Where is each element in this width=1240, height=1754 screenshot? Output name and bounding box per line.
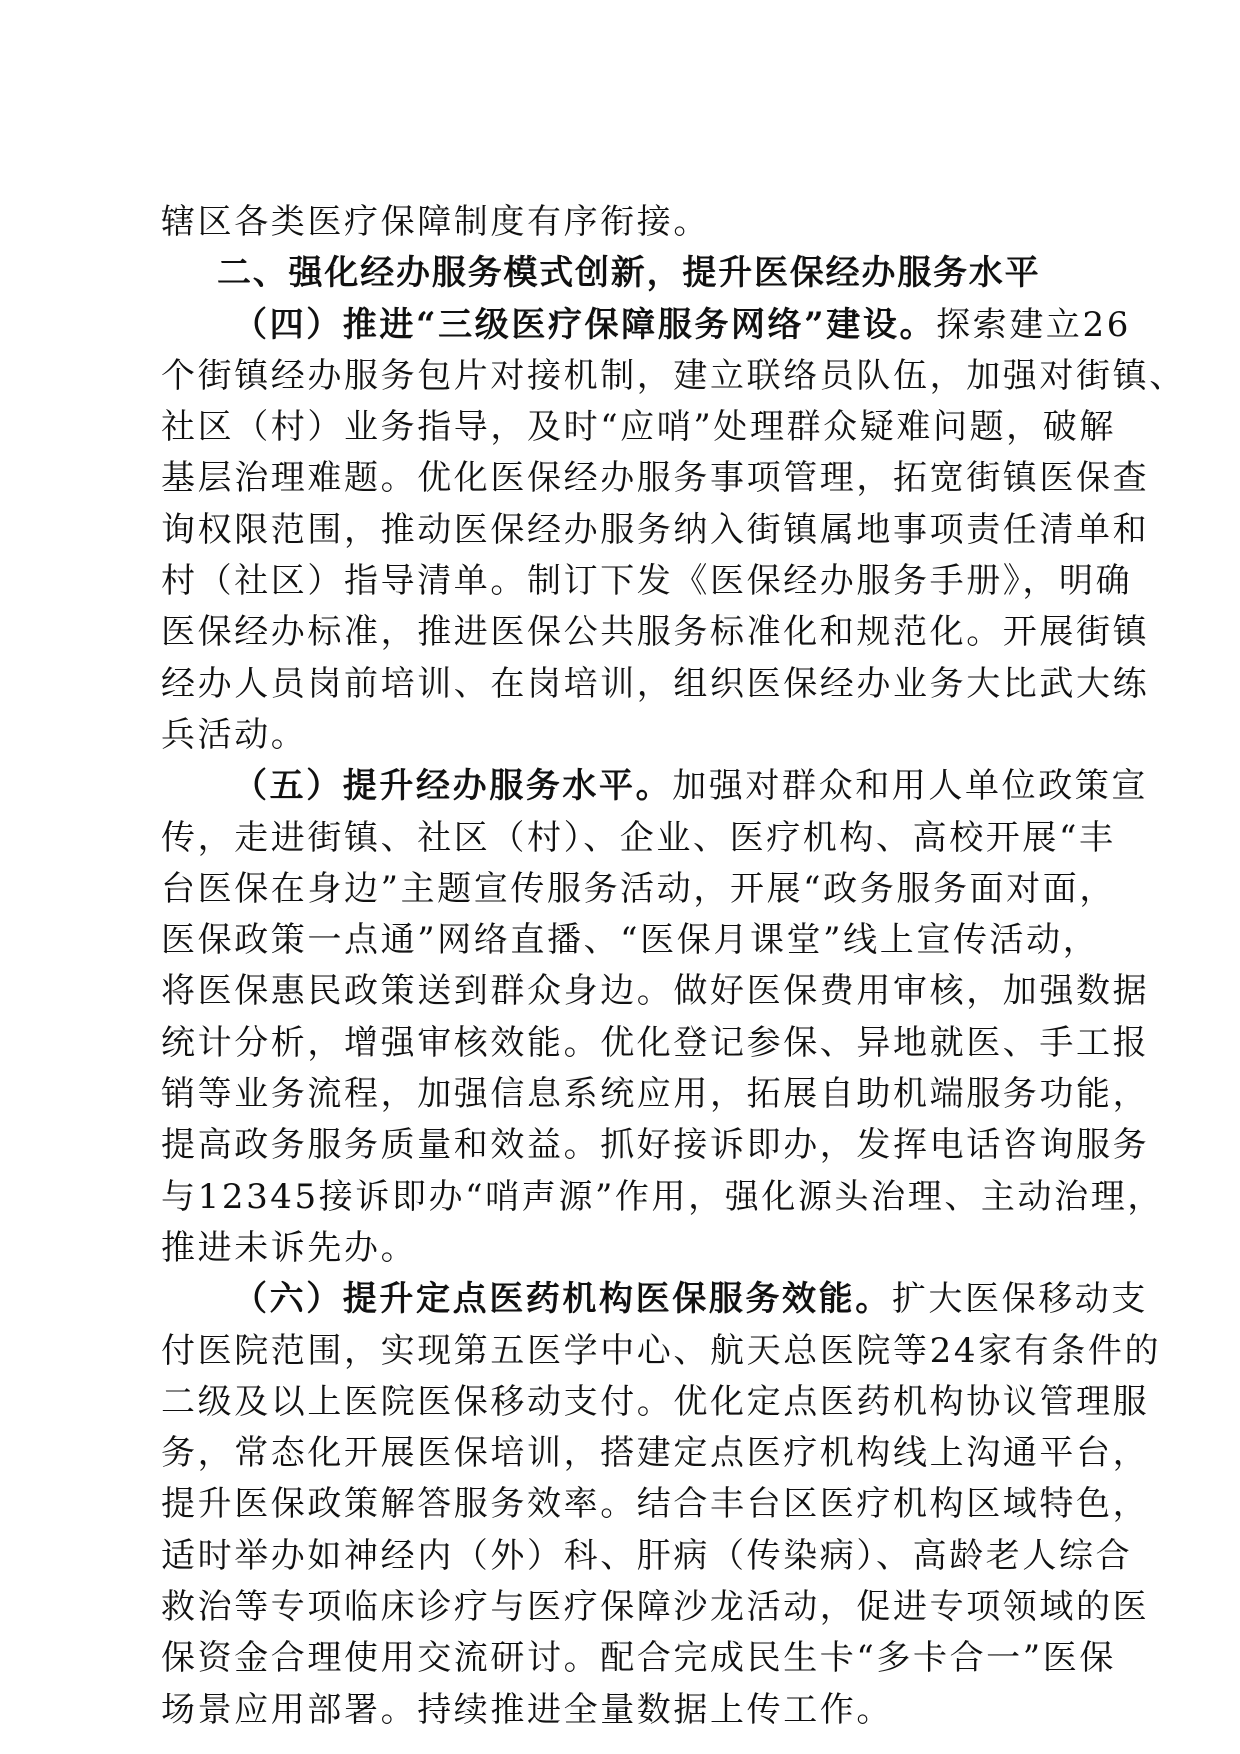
paragraph-first-rest: 扩大医保移动支	[891, 1279, 1149, 1320]
paragraph-section-6	[161, 1274, 1162, 1736]
paragraph-line: 将医保惠民政策送到群众身边。做好医保费用审核，加强数据	[161, 971, 1150, 1012]
paragraph-line: 基层治理难题。优化医保经办服务事项管理，拓宽街镇医保查	[161, 458, 1150, 499]
paragraph-line: 推进未诉先办。	[161, 1227, 418, 1268]
paragraph-line: 务，常态化开展医保培训，搭建定点医疗机构线上沟通平台，	[161, 1433, 1150, 1474]
paragraph-line: 场景应用部署。持续推进全量数据上传工作。	[161, 1689, 893, 1730]
paragraph-section-5	[161, 761, 1164, 1274]
paragraph-first-line	[161, 300, 1131, 351]
paragraph-line: 与12345接诉即办“哨声源”作用，强化源头治理、主动治理，	[161, 1176, 1164, 1217]
paragraph-first-line	[161, 1274, 1149, 1325]
paragraph-line: 医保政策一点通”网络直播、“医保月课堂”线上宣传活动，	[161, 920, 1100, 961]
paragraph-line: 付医院范围，实现第五医学中心、航天总医院等24家有条件的	[161, 1330, 1162, 1371]
paragraph-line: 救治等专项临床诊疗与医疗保障沙龙活动，促进专项领域的医	[161, 1587, 1150, 1628]
paragraph-line: 个街镇经办服务包片对接机制，建立联络员队伍，加强对街镇、	[161, 355, 1186, 396]
paragraph-line: 传，走进街镇、社区（村）、企业、医疗机构、高校开展“丰	[161, 817, 1116, 858]
section-heading: 二、强化经办服务模式创新，提升医保经办服务水平	[217, 253, 1041, 294]
paragraph-line: 适时举办如神经内（外）科、肝病（传染病）、高龄老人综合	[161, 1535, 1133, 1576]
paragraph-line: 医保经办标准，推进医保公共服务标准化和规范化。开展街镇	[161, 612, 1150, 653]
paragraph-line: 保资金合理使用交流研讨。配合完成民生卡“多卡合一”医保	[161, 1638, 1116, 1679]
document-body	[161, 197, 1186, 1736]
paragraph-line: 统计分析，增强审核效能。优化登记参保、异地就医、手工报	[161, 1022, 1150, 1063]
paragraph-line: 村（社区）指导清单。制订下发《医保经办服务手册》，明确	[161, 561, 1133, 602]
paragraph-line: 提升医保政策解答服务效率。结合丰台区医疗机构区域特色，	[161, 1484, 1150, 1525]
paragraph-line: 经办人员岗前培训、在岗培训，组织医保经办业务大比武大练	[161, 663, 1150, 704]
paragraph-line: 兵活动。	[161, 714, 308, 755]
paragraph-line: 二级及以上医院医保移动支付。优化定点医药机构协议管理服	[161, 1381, 1150, 1422]
paragraph-line: 社区（村）业务指导，及时“应哨”处理群众疑难问题，破解	[161, 407, 1116, 448]
paragraph-lead: （五）提升经办服务水平。	[233, 766, 673, 807]
paragraph-line: 询权限范围，推动医保经办服务纳入街镇属地事项责任清单和	[161, 509, 1150, 550]
paragraph-lead: （六）提升定点医药机构医保服务效能。	[233, 1279, 892, 1320]
paragraph-first-line	[161, 761, 1149, 812]
intro-line: 辖区各类医疗保障制度有序衔接。	[161, 202, 710, 242]
paragraph-first-rest: 探索建立26	[936, 304, 1131, 345]
paragraph-line: 台医保在身边”主题宣传服务活动，开展“政务服务面对面，	[161, 868, 1116, 909]
paragraph-section-4	[161, 300, 1186, 762]
paragraph-lead: （四）推进“三级医疗保障服务网络”建设。	[233, 304, 937, 345]
paragraph-line: 销等业务流程，加强信息系统应用，拓展自助机端服务功能，	[161, 1074, 1150, 1115]
paragraph-first-rest: 加强对群众和用人单位政策宣	[672, 766, 1149, 807]
paragraph-line: 提高政务服务质量和效益。抓好接诉即办，发挥电话咨询服务	[161, 1125, 1150, 1166]
